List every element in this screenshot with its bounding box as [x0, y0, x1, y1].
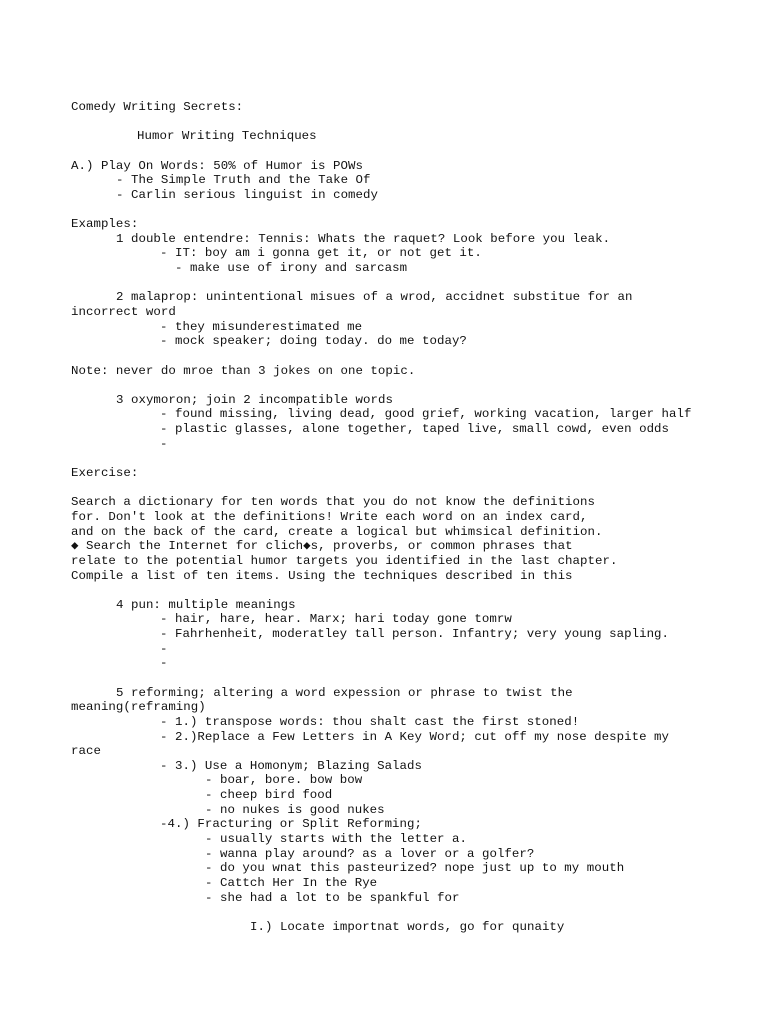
list-item: - cheep bird food — [205, 788, 333, 803]
blank-line — [71, 202, 760, 217]
exercise-line: for. Don't look at the definitions! Write each word on an index card, — [71, 509, 588, 524]
list-item: - found missing, living dead, good grief, working vacation, larger half — [160, 407, 692, 422]
list-item: - hair, hare, hear. Marx; hari today gone tomrw — [160, 612, 512, 627]
blank-line — [71, 451, 760, 466]
list-item: - she had a lot to be spankful for — [205, 890, 460, 905]
list-item: - boar, bore. bow bow — [205, 773, 363, 788]
list-item: - Fahrhenheit, moderatley tall person. Infantry; very young sapling. — [160, 627, 670, 642]
exercise-line: ◆ Search the Internet for clich◆s, proverbs, or common phrases that — [71, 539, 573, 554]
exercise-line: and on the back of the card, create a logical but whimsical definition. — [71, 524, 603, 539]
list-item: - The Simple Truth and the Take Of — [116, 173, 371, 188]
list-item: - plastic glasses, alone together, taped live, small cowd, even odds — [160, 422, 670, 437]
list-item: - 3.) Use a Homonym; Blazing Salads — [160, 758, 422, 773]
exercise-label: Exercise: — [71, 466, 139, 481]
blank-line — [71, 144, 760, 159]
note-text: Note: never do mroe than 3 jokes on one topic. — [71, 363, 416, 378]
blank-line — [71, 349, 760, 364]
blank-line — [71, 115, 760, 130]
blank-line — [71, 583, 760, 598]
exercise-line: Search a dictionary for ten words that you do not know the definitions — [71, 495, 595, 510]
example-heading-continuation: incorrect word — [71, 304, 176, 319]
examples-label: Examples: — [71, 217, 139, 232]
footer-item: I.) Locate importnat words, go for qunaity — [250, 919, 565, 934]
list-item: - they misunderestimated me — [160, 319, 363, 334]
list-item: - IT: boy am i gonna get it, or not get it. — [160, 246, 482, 261]
list-item: - Cattch Her In the Rye — [205, 875, 378, 890]
list-item: - — [160, 656, 168, 671]
list-item: - no nukes is good nukes — [205, 802, 385, 817]
list-item: -4.) Fracturing or Split Reforming; — [160, 817, 422, 832]
example-heading-continuation: meaning(reframing) — [71, 700, 206, 715]
example-heading: 1 double entendre: Tennis: Whats the raquet? Look before you leak. — [116, 231, 611, 246]
list-item: - Carlin serious linguist in comedy — [116, 187, 378, 202]
exercise-line: Compile a list of ten items. Using the techniques described in this — [71, 568, 573, 583]
document-subtitle: Humor Writing Techniques — [137, 129, 317, 144]
list-item: - mock speaker; doing today. do me today? — [160, 334, 467, 349]
section-a-heading: A.) Play On Words: 50% of Humor is POWs — [71, 158, 363, 173]
document-title: Comedy Writing Secrets: — [71, 100, 244, 114]
list-item: - 2.)Replace a Few Letters in A Key Word; cut off my nose despite my — [160, 729, 670, 744]
exercise-line: relate to the potential humor targets you identified in the last chapter. — [71, 553, 618, 568]
example-heading: 3 oxymoron; join 2 incompatible words — [116, 392, 393, 407]
list-item-continuation: race — [71, 744, 101, 759]
list-item: - — [160, 641, 168, 656]
list-item: - do you wnat this pasteurized? nope just up to my mouth — [205, 861, 625, 876]
blank-line — [71, 378, 760, 393]
example-heading: 2 malaprop: unintentional misues of a wrod, accidnet substitue for an — [116, 290, 633, 305]
list-item: - usually starts with the letter a. — [205, 832, 467, 847]
list-item: - 1.) transpose words: thou shalt cast the first stoned! — [160, 714, 580, 729]
blank-line — [71, 481, 760, 496]
blank-line — [71, 276, 760, 291]
list-item: - — [160, 436, 168, 451]
blank-line — [71, 905, 760, 920]
blank-line — [71, 671, 760, 686]
document-body — [71, 100, 760, 935]
example-heading: 4 pun: multiple meanings — [116, 597, 296, 612]
example-heading: 5 reforming; altering a word expession or phrase to twist the — [116, 685, 573, 700]
list-item: - wanna play around? as a lover or a golfer? — [205, 846, 535, 861]
list-item: - make use of irony and sarcasm — [175, 261, 408, 276]
